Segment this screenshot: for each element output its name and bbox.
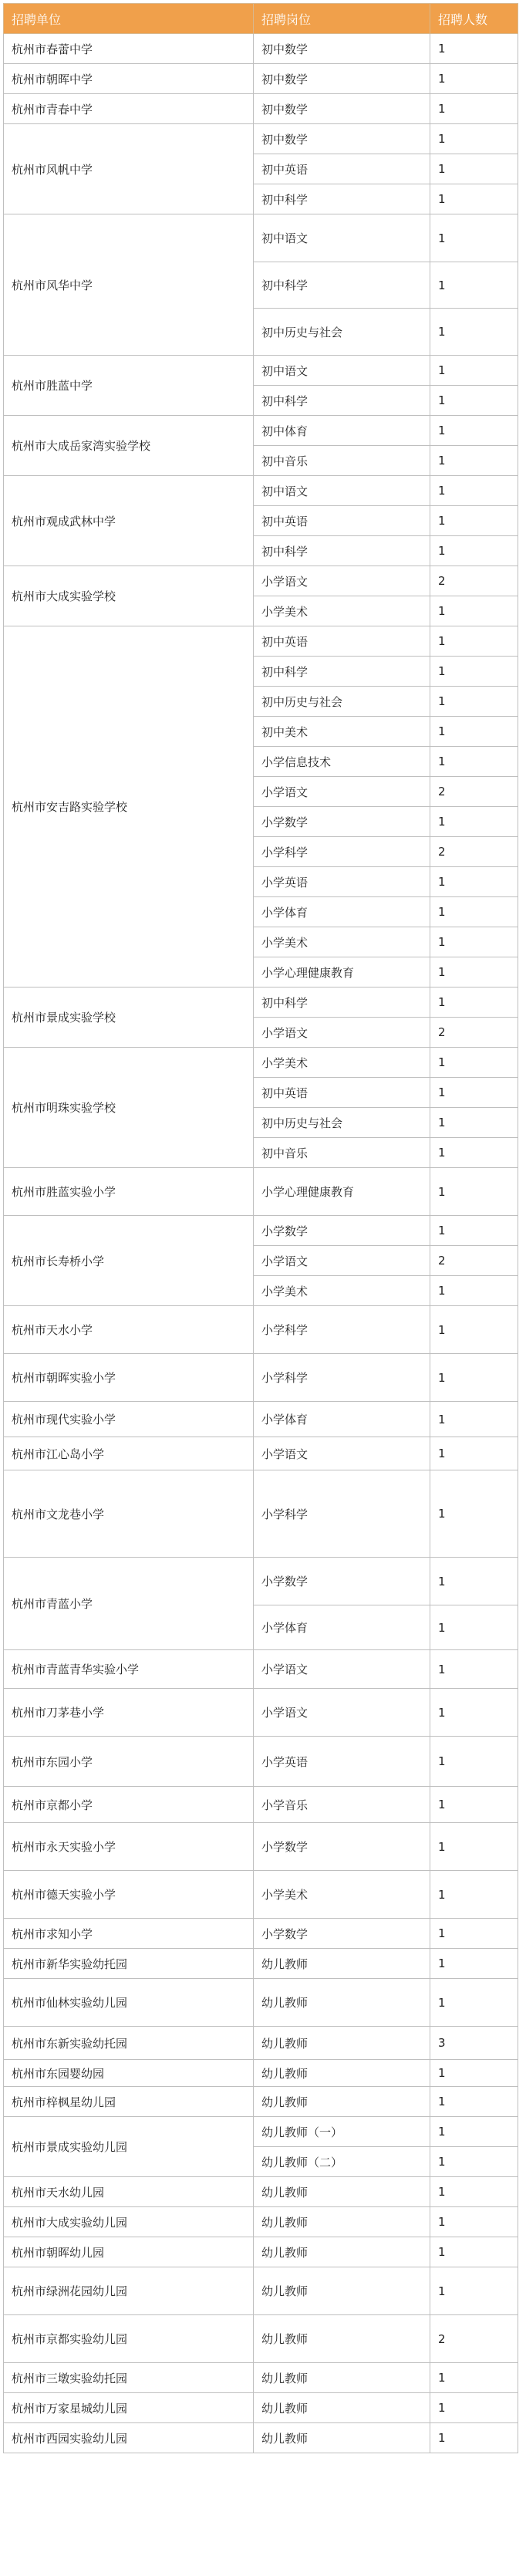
count-cell: 1 <box>430 94 518 124</box>
unit-cell: 杭州市青蓝小学 <box>4 1558 254 1650</box>
unit-cell: 杭州市文龙巷小学 <box>4 1470 254 1558</box>
table-row <box>4 64 518 94</box>
header-unit: 招聘单位 <box>4 4 254 34</box>
table-row <box>4 2363 518 2393</box>
count-cell: 1 <box>430 2423 518 2453</box>
count-cell: 1 <box>430 2147 518 2177</box>
count-cell: 1 <box>430 1737 518 1787</box>
position-cell: 小学美术 <box>254 1276 430 1306</box>
table-row <box>4 1354 518 1402</box>
count-cell: 1 <box>430 957 518 988</box>
count-cell: 1 <box>430 124 518 154</box>
count-cell: 1 <box>430 416 518 446</box>
unit-cell: 杭州市现代实验小学 <box>4 1402 254 1437</box>
unit-cell: 杭州市东园小学 <box>4 1737 254 1787</box>
position-cell: 幼儿教师 <box>254 2315 430 2363</box>
count-cell: 1 <box>430 657 518 687</box>
unit-cell: 杭州市风帆中学 <box>4 124 254 214</box>
table-row <box>4 1823 518 1871</box>
unit-cell: 杭州市刀茅巷小学 <box>4 1689 254 1737</box>
table-row <box>4 1979 518 2027</box>
table-row <box>4 2267 518 2315</box>
unit-cell: 杭州市东新实验幼托园 <box>4 2027 254 2060</box>
recruitment-table <box>3 3 518 2453</box>
count-cell: 1 <box>430 1138 518 1168</box>
table-row <box>4 1402 518 1437</box>
unit-cell: 杭州市春蕾中学 <box>4 34 254 64</box>
position-cell: 小学语文 <box>254 1650 430 1689</box>
unit-cell: 杭州市京都实验幼儿园 <box>4 2315 254 2363</box>
unit-cell: 杭州市大成岳家湾实验学校 <box>4 416 254 476</box>
position-cell: 小学体育 <box>254 1402 430 1437</box>
position-cell: 小学数学 <box>254 1216 430 1246</box>
position-cell: 幼儿教师 <box>254 2423 430 2453</box>
position-cell: 初中数学 <box>254 34 430 64</box>
position-cell: 小学美术 <box>254 596 430 626</box>
count-cell: 1 <box>430 356 518 386</box>
position-cell: 幼儿教师 <box>254 1979 430 2027</box>
count-cell: 1 <box>430 1470 518 1558</box>
table-row <box>4 1558 518 1605</box>
unit-cell: 杭州市永天实验小学 <box>4 1823 254 1871</box>
count-cell: 1 <box>430 687 518 717</box>
table-row <box>4 1737 518 1787</box>
count-cell: 1 <box>430 2117 518 2147</box>
unit-cell: 杭州市青蓝青华实验小学 <box>4 1650 254 1689</box>
position-cell: 小学心理健康教育 <box>254 957 430 988</box>
position-cell: 小学美术 <box>254 927 430 957</box>
position-cell: 幼儿教师 <box>254 2177 430 2207</box>
table-row <box>4 476 518 506</box>
unit-cell: 杭州市万家星城幼儿园 <box>4 2393 254 2423</box>
unit-cell: 杭州市朝晖实验小学 <box>4 1354 254 1402</box>
count-cell: 1 <box>430 897 518 927</box>
table-row <box>4 1306 518 1354</box>
unit-cell: 杭州市西园实验幼儿园 <box>4 2423 254 2453</box>
table-row <box>4 2117 518 2147</box>
count-cell: 1 <box>430 1108 518 1138</box>
count-cell: 1 <box>430 1354 518 1402</box>
unit-cell: 杭州市胜蓝实验小学 <box>4 1168 254 1216</box>
unit-cell: 杭州市胜蓝中学 <box>4 356 254 416</box>
unit-cell: 杭州市梓枫星幼儿园 <box>4 2087 254 2117</box>
position-cell: 小学语文 <box>254 777 430 807</box>
table-row <box>4 1949 518 1979</box>
count-cell: 1 <box>430 1402 518 1437</box>
count-cell: 2 <box>430 1018 518 1048</box>
count-cell: 1 <box>430 446 518 476</box>
count-cell: 1 <box>430 1558 518 1605</box>
table-row <box>4 2393 518 2423</box>
table-row <box>4 2177 518 2207</box>
position-cell: 小学体育 <box>254 897 430 927</box>
table-body <box>4 34 518 2453</box>
position-cell: 小学英语 <box>254 1737 430 1787</box>
unit-cell: 杭州市朝晖幼儿园 <box>4 2237 254 2267</box>
position-cell: 幼儿教师 <box>254 2267 430 2315</box>
table-row <box>4 1216 518 1246</box>
unit-cell: 杭州市朝晖中学 <box>4 64 254 94</box>
count-cell: 1 <box>430 1168 518 1216</box>
count-cell: 1 <box>430 2060 518 2087</box>
unit-cell: 杭州市江心岛小学 <box>4 1437 254 1470</box>
position-cell: 初中数学 <box>254 94 430 124</box>
position-cell: 初中语文 <box>254 356 430 386</box>
position-cell: 幼儿教师 <box>254 2027 430 2060</box>
unit-cell: 杭州市明珠实验学校 <box>4 1048 254 1168</box>
table-row <box>4 2027 518 2060</box>
position-cell: 幼儿教师 <box>254 2087 430 2117</box>
count-cell: 1 <box>430 1605 518 1650</box>
count-cell: 1 <box>430 2267 518 2315</box>
table-row <box>4 1470 518 1558</box>
count-cell: 1 <box>430 2363 518 2393</box>
count-cell: 1 <box>430 386 518 416</box>
table-row <box>4 1919 518 1949</box>
unit-cell: 杭州市大成实验幼儿园 <box>4 2207 254 2237</box>
position-cell: 初中科学 <box>254 262 430 309</box>
position-cell: 初中体育 <box>254 416 430 446</box>
count-cell: 1 <box>430 214 518 262</box>
position-cell: 幼儿教师 <box>254 2393 430 2423</box>
count-cell: 1 <box>430 1689 518 1737</box>
count-cell: 1 <box>430 34 518 64</box>
position-cell: 初中科学 <box>254 536 430 566</box>
table-row <box>4 2315 518 2363</box>
position-cell: 初中历史与社会 <box>254 1108 430 1138</box>
unit-cell: 杭州市长寿桥小学 <box>4 1216 254 1306</box>
count-cell: 1 <box>430 807 518 837</box>
table-row <box>4 416 518 446</box>
position-cell: 小学数学 <box>254 807 430 837</box>
position-cell: 初中历史与社会 <box>254 309 430 356</box>
table-row <box>4 1168 518 1216</box>
unit-cell: 杭州市仙林实验幼儿园 <box>4 1979 254 2027</box>
unit-cell: 杭州市新华实验幼托园 <box>4 1949 254 1979</box>
count-cell: 1 <box>430 1437 518 1470</box>
count-cell: 1 <box>430 184 518 214</box>
table-row <box>4 1787 518 1823</box>
count-cell: 1 <box>430 2087 518 2117</box>
unit-cell: 杭州市风华中学 <box>4 214 254 356</box>
position-cell: 初中科学 <box>254 386 430 416</box>
unit-cell: 杭州市东园婴幼园 <box>4 2060 254 2087</box>
position-cell: 初中科学 <box>254 184 430 214</box>
position-cell: 小学音乐 <box>254 1787 430 1823</box>
count-cell: 1 <box>430 506 518 536</box>
position-cell: 幼儿教师（二） <box>254 2147 430 2177</box>
position-cell: 幼儿教师 <box>254 2237 430 2267</box>
count-cell: 1 <box>430 596 518 626</box>
count-cell: 1 <box>430 309 518 356</box>
position-cell: 初中语文 <box>254 476 430 506</box>
count-cell: 1 <box>430 1787 518 1823</box>
unit-cell: 杭州市求知小学 <box>4 1919 254 1949</box>
count-cell: 1 <box>430 1949 518 1979</box>
table-row <box>4 1871 518 1919</box>
position-cell: 初中美术 <box>254 717 430 747</box>
position-cell: 小学体育 <box>254 1605 430 1650</box>
position-cell: 小学科学 <box>254 1354 430 1402</box>
count-cell: 1 <box>430 1871 518 1919</box>
count-cell: 1 <box>430 1650 518 1689</box>
unit-cell: 杭州市天水幼儿园 <box>4 2177 254 2207</box>
position-cell: 小学数学 <box>254 1823 430 1871</box>
unit-cell: 杭州市景成实验学校 <box>4 988 254 1048</box>
count-cell: 1 <box>430 1823 518 1871</box>
position-cell: 初中历史与社会 <box>254 687 430 717</box>
table-row <box>4 1689 518 1737</box>
count-cell: 1 <box>430 2393 518 2423</box>
count-cell: 1 <box>430 536 518 566</box>
position-cell: 小学美术 <box>254 1048 430 1078</box>
count-cell: 2 <box>430 2315 518 2363</box>
count-cell: 1 <box>430 2207 518 2237</box>
unit-cell: 杭州市安吉路实验学校 <box>4 626 254 988</box>
position-cell: 幼儿教师 <box>254 2060 430 2087</box>
position-cell: 初中英语 <box>254 1078 430 1108</box>
count-cell: 1 <box>430 626 518 657</box>
position-cell: 幼儿教师（一） <box>254 2117 430 2147</box>
count-cell: 1 <box>430 1048 518 1078</box>
position-cell: 初中英语 <box>254 154 430 184</box>
position-cell: 初中英语 <box>254 506 430 536</box>
count-cell: 2 <box>430 566 518 596</box>
unit-cell: 杭州市京都小学 <box>4 1787 254 1823</box>
position-cell: 初中语文 <box>254 214 430 262</box>
count-cell: 1 <box>430 867 518 897</box>
table-row <box>4 2087 518 2117</box>
count-cell: 1 <box>430 747 518 777</box>
unit-cell: 杭州市青春中学 <box>4 94 254 124</box>
count-cell: 1 <box>430 1919 518 1949</box>
table-row <box>4 94 518 124</box>
count-cell: 1 <box>430 2237 518 2267</box>
position-cell: 幼儿教师 <box>254 2207 430 2237</box>
count-cell: 1 <box>430 1078 518 1108</box>
count-cell: 1 <box>430 927 518 957</box>
position-cell: 小学语文 <box>254 566 430 596</box>
position-cell: 小学数学 <box>254 1558 430 1605</box>
table-row <box>4 124 518 154</box>
position-cell: 幼儿教师 <box>254 1949 430 1979</box>
unit-cell: 杭州市景成实验幼儿园 <box>4 2117 254 2177</box>
position-cell: 初中数学 <box>254 64 430 94</box>
table-row <box>4 1048 518 1078</box>
position-cell: 初中科学 <box>254 988 430 1018</box>
position-cell: 初中数学 <box>254 124 430 154</box>
table-row <box>4 566 518 596</box>
table-row <box>4 34 518 64</box>
position-cell: 小学语文 <box>254 1437 430 1470</box>
unit-cell: 杭州市德天实验小学 <box>4 1871 254 1919</box>
count-cell: 1 <box>430 262 518 309</box>
table-row <box>4 2060 518 2087</box>
count-cell: 1 <box>430 1216 518 1246</box>
count-cell: 2 <box>430 777 518 807</box>
count-cell: 1 <box>430 1276 518 1306</box>
position-cell: 小学心理健康教育 <box>254 1168 430 1216</box>
position-cell: 小学数学 <box>254 1919 430 1949</box>
count-cell: 1 <box>430 1306 518 1354</box>
position-cell: 小学科学 <box>254 1470 430 1558</box>
table-row <box>4 1437 518 1470</box>
unit-cell: 杭州市三墩实验幼托园 <box>4 2363 254 2393</box>
recruitment-table-wrapper <box>3 3 518 2453</box>
position-cell: 小学科学 <box>254 1306 430 1354</box>
table-row <box>4 2423 518 2453</box>
count-cell: 1 <box>430 476 518 506</box>
position-cell: 小学信息技术 <box>254 747 430 777</box>
table-row <box>4 626 518 657</box>
header-row <box>4 4 518 34</box>
header-position: 招聘岗位 <box>254 4 430 34</box>
position-cell: 幼儿教师 <box>254 2363 430 2393</box>
position-cell: 小学语文 <box>254 1018 430 1048</box>
position-cell: 小学语文 <box>254 1246 430 1276</box>
unit-cell: 杭州市大成实验学校 <box>4 566 254 626</box>
table-row <box>4 214 518 262</box>
position-cell: 小学科学 <box>254 837 430 867</box>
count-cell: 1 <box>430 1979 518 2027</box>
position-cell: 小学英语 <box>254 867 430 897</box>
position-cell: 初中音乐 <box>254 1138 430 1168</box>
table-row <box>4 1650 518 1689</box>
count-cell: 1 <box>430 988 518 1018</box>
count-cell: 1 <box>430 154 518 184</box>
position-cell: 初中音乐 <box>254 446 430 476</box>
header-count: 招聘人数 <box>430 4 518 34</box>
count-cell: 1 <box>430 2177 518 2207</box>
count-cell: 2 <box>430 1246 518 1276</box>
position-cell: 小学美术 <box>254 1871 430 1919</box>
unit-cell: 杭州市绿洲花园幼儿园 <box>4 2267 254 2315</box>
table-row <box>4 988 518 1018</box>
count-cell: 1 <box>430 717 518 747</box>
count-cell: 1 <box>430 64 518 94</box>
count-cell: 2 <box>430 837 518 867</box>
position-cell: 初中英语 <box>254 626 430 657</box>
table-row <box>4 2237 518 2267</box>
unit-cell: 杭州市观成武林中学 <box>4 476 254 566</box>
table-row <box>4 2207 518 2237</box>
count-cell: 3 <box>430 2027 518 2060</box>
table-row <box>4 356 518 386</box>
position-cell: 小学语文 <box>254 1689 430 1737</box>
unit-cell: 杭州市天水小学 <box>4 1306 254 1354</box>
position-cell: 初中科学 <box>254 657 430 687</box>
